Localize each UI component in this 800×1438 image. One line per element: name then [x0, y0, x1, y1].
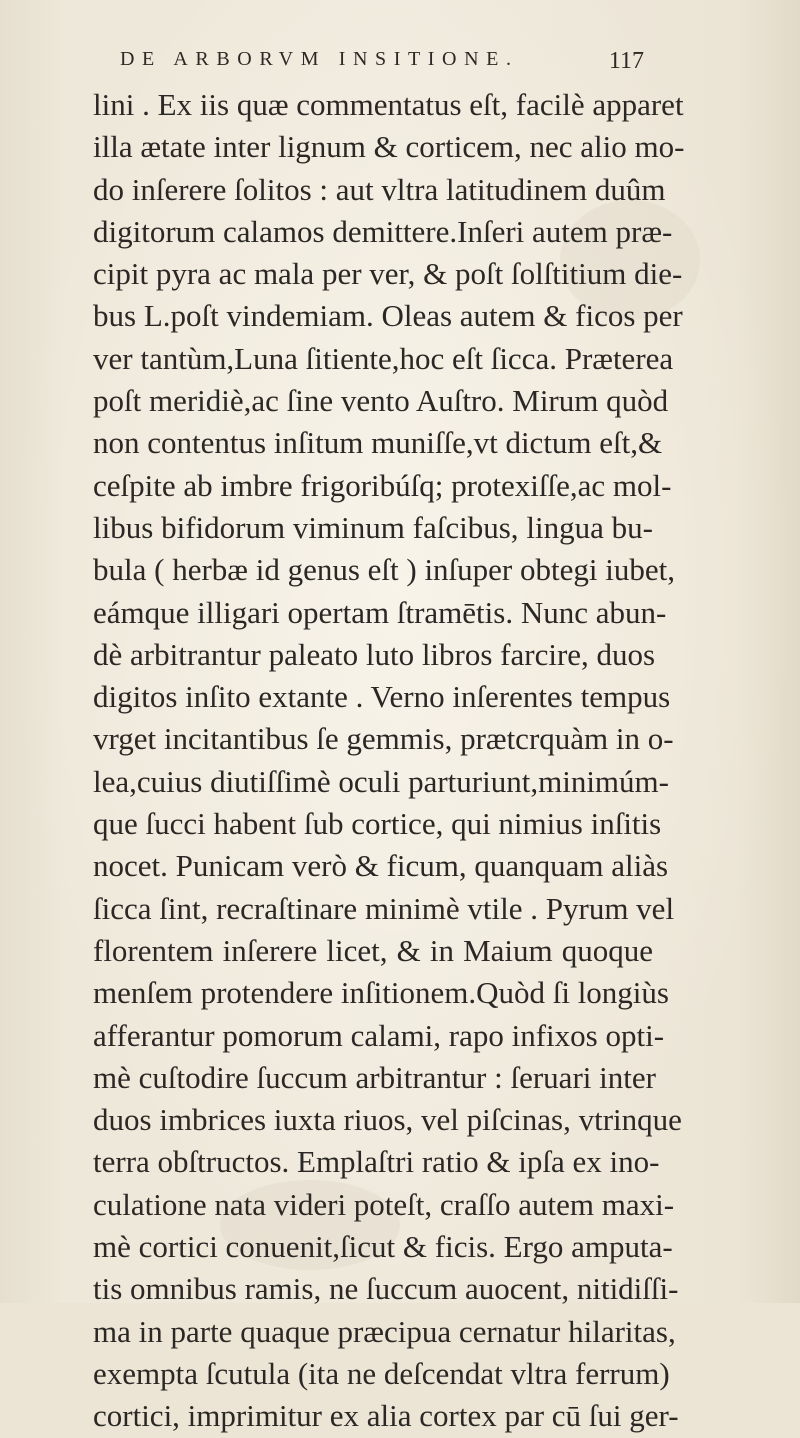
text-line: dè arbitrantur paleato luto libros farcire, duos	[93, 636, 656, 672]
text-line: exempta ſcutula (ita ne deſcendat vltra ferrum)	[93, 1355, 670, 1391]
text-line: terra obſtructos. Emplaſtri ratio & ipſa ex ino-	[93, 1144, 660, 1180]
text-line: digitorum calamos demittere.Inſeri autem præ-	[93, 213, 673, 249]
text-line: cipit pyra ac mala per ver, & poſt ſolſtitium die-	[93, 256, 683, 292]
text-line: culatione nata videri poteſt, craſſo autem maxi-	[93, 1186, 675, 1222]
running-head	[120, 44, 644, 80]
text-line: tis omnibus ramis, ne ſuccum auocent, nitidiſſi-	[93, 1271, 679, 1307]
text-line: lea,cuius diutiſſimè oculi parturiunt,minimúm-	[93, 763, 669, 799]
text-line: bus L.poſt vindemiam. Oleas autem & ficos per	[93, 298, 683, 334]
text-line: ma in parte quaque præcipua cernatur hilaritas,	[93, 1313, 676, 1349]
text-line: nocet. Punicam verò & ficum, quanquam aliàs	[93, 848, 669, 884]
text-line: bula ( herbæ id genus eſt ) inſuper obtegi iubet,	[93, 552, 675, 588]
text-line: eámque illigari opertam ſtramētis. Nunc abun-	[93, 594, 667, 630]
running-title: DE ARBORVM INSITIONE.	[120, 48, 519, 70]
text-line: menſem protendere inſitionem.Quòd ſi longiùs	[93, 975, 669, 1011]
text-line: florentem inſerere licet, & in Maium quoque	[93, 932, 653, 968]
text-line: ver tantùm,Luna ſitiente,hoc eſt ſicca. Præterea	[93, 340, 674, 376]
text-line: poſt meridiè,ac ſine vento Auſtro. Mirum quòd	[93, 383, 669, 419]
text-line: vrget incitantibus ſe gemmis, prætcrquàm in o-	[93, 721, 674, 757]
text-line: digitos inſito extante . Verno inſerentes tempus	[93, 679, 671, 715]
text-line: do inſerere ſolitos : aut vltra latitudinem duûm	[93, 171, 666, 207]
text-line: ſicca ſint, recraſtinare minimè vtile . Pyrum vel	[93, 890, 675, 926]
text-line: lini . Ex iis quæ commentatus eſt, facilè apparet	[93, 87, 684, 122]
text-line: afferantur pomorum calami, rapo infixos opti-	[93, 1017, 665, 1053]
body-text	[93, 84, 685, 1438]
text-line: duos imbrices iuxta riuos, vel piſcinas, vtrinque	[93, 1102, 682, 1138]
text-line: ceſpite ab imbre frigoribúſq; protexiſſe,ac mol-	[93, 467, 672, 503]
text-line: cortici, imprimitur ex alia cortex par cū ſui ger-	[93, 1398, 679, 1434]
page-number: 117	[608, 48, 644, 74]
text-line: mè cuſtodire ſuccum arbitrantur : ſeruari inter	[93, 1059, 656, 1095]
text-line: que ſucci habent ſub cortice, qui nimius inſitis	[93, 806, 662, 842]
text-line: illa ætate inter lignum & corticem, nec alio mo-	[93, 129, 685, 165]
text-line: non contentus inſitum muniſſe,vt dictum eſt,&	[93, 425, 663, 461]
text-line: libus bifidorum viminum faſcibus, lingua bu-	[93, 509, 653, 545]
text-line: mè cortici conuenit,ſicut & ficis. Ergo amputa-	[93, 1229, 673, 1265]
